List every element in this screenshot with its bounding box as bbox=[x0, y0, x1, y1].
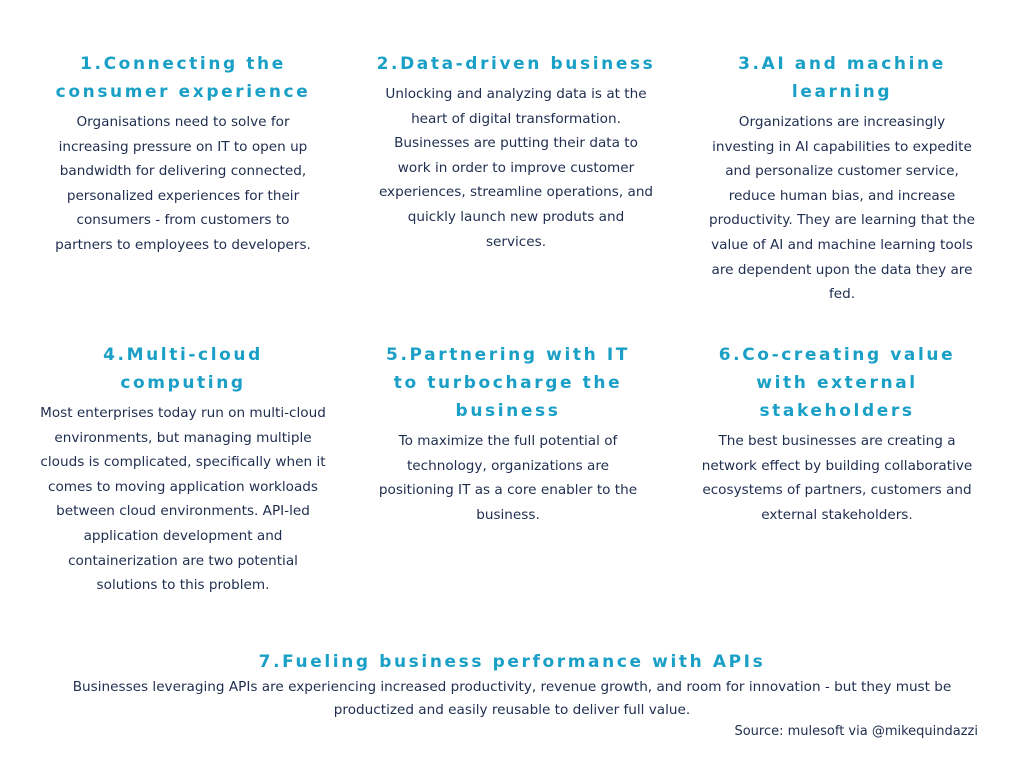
section-1-body: Organisations need to solve for increasing pressure on IT to open up bandwidth for delivering connected, personalized experiences for their consumers - from customers to partners to employees to developers. bbox=[55, 114, 311, 253]
section-4-body: Most enterprises today run on multi-cloud environments, but managing multiple clouds is complicated, specifically when it comes to moving application workloads between cloud environments. API-led application development and containerization are two potential solutions to this problem. bbox=[40, 405, 326, 594]
section-6 bbox=[700, 341, 974, 527]
section-6-body: The best businesses are creating a network effect by building collaborative ecosystems of partners, customers and external stakeholders. bbox=[701, 433, 973, 523]
section-2 bbox=[376, 50, 656, 254]
section-5-title: 5.Partnering with IT to turbocharge the business bbox=[386, 345, 630, 421]
section-4-title: 4.Multi-cloud computing bbox=[103, 345, 263, 393]
section-5-body: To maximize the full potential of technology, organizations are positioning IT as a core enabler to the business. bbox=[378, 433, 638, 523]
source-credit: Source: mulesoft via @mikequindazzi bbox=[734, 724, 978, 739]
section-7-title: 7.Fueling business performance with APIs bbox=[258, 652, 766, 672]
section-5 bbox=[370, 341, 646, 527]
section-3-title: 3.AI and machine learning bbox=[738, 54, 946, 102]
section-2-body: Unlocking and analyzing data is at the heart of digital transformation. Businesses are putting their data to work in order to improve customer experiences, streamline operations, and quickly launch new produts and services. bbox=[378, 86, 654, 250]
section-2-title: 2.Data-driven business bbox=[376, 54, 656, 74]
section-3 bbox=[706, 50, 978, 307]
section-6-title: 6.Co-creating value with external stakeholders bbox=[718, 345, 956, 421]
section-1-title: 1.Connecting the consumer experience bbox=[55, 54, 311, 102]
section-7-body: Businesses leveraging APIs are experiencing increased productivity, revenue growth, and room for innovation - but they must be productized and easily reusable to deliver full value. bbox=[72, 679, 952, 718]
section-4 bbox=[40, 341, 326, 598]
section-7 bbox=[40, 648, 984, 722]
section-1 bbox=[48, 50, 318, 258]
section-3-body: Organizations are increasingly investing in AI capabilities to expedite and personalize customer service, reduce human bias, and increase productivity. They are learning that the value of AI and machine learning tools are dependent upon the data they are fed. bbox=[709, 114, 975, 303]
